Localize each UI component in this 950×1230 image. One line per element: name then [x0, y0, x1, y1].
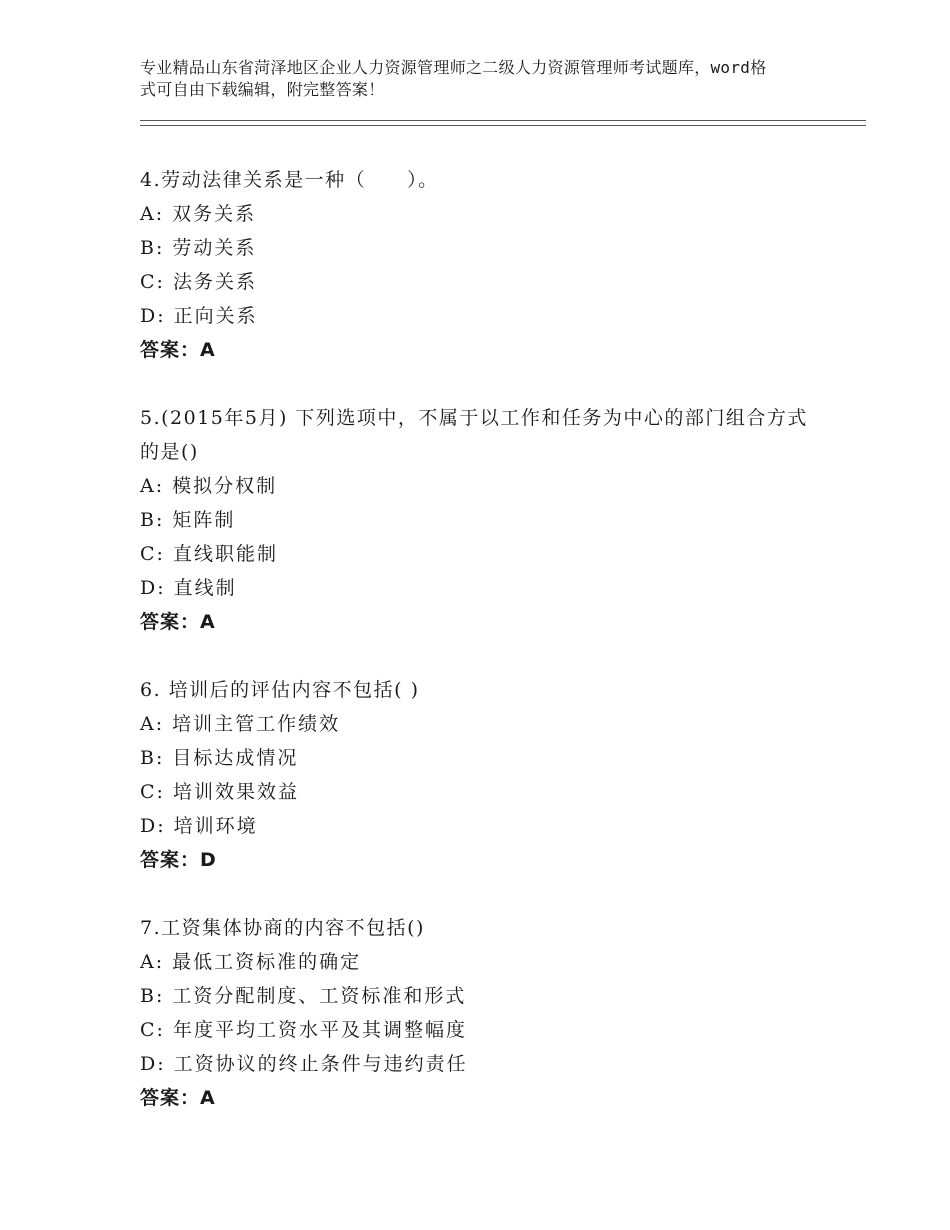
document-title: 专业精品山东省菏泽地区企业人力资源管理师之二级人力资源管理师考试题库，word格式可自由下载编辑，附完整答案！ [140, 58, 767, 99]
option-d: D: 培训环境 [140, 815, 258, 837]
document-header [140, 57, 780, 101]
option-a: A: 模拟分权制 [140, 475, 278, 497]
answer-line: 答案：A [140, 611, 216, 633]
question-5 [140, 401, 820, 639]
question-list [140, 163, 820, 1149]
answer-line: 答案：D [140, 849, 217, 871]
option-d: D: 直线制 [140, 577, 237, 599]
option-c: C: 法务关系 [140, 271, 257, 293]
option-b: B: 目标达成情况 [140, 747, 299, 769]
option-a: A: 双务关系 [140, 203, 257, 225]
option-b: B: 劳动关系 [140, 237, 257, 259]
option-b: B: 工资分配制度、工资标准和形式 [140, 985, 467, 1007]
question-stem: 6. 培训后的评估内容不包括( ) [140, 679, 420, 701]
option-c: C: 年度平均工资水平及其调整幅度 [140, 1019, 467, 1041]
header-double-rule [140, 120, 866, 126]
option-a: A: 培训主管工作绩效 [140, 713, 341, 735]
answer-line: 答案：A [140, 1087, 216, 1109]
option-d: D: 工资协议的终止条件与违约责任 [140, 1053, 468, 1075]
option-d: D: 正向关系 [140, 305, 258, 327]
question-stem: 7.工资集体协商的内容不包括() [140, 917, 425, 939]
question-stem: 5.(2015年5月) 下列选项中，不属于以工作和任务为中心的部门组合方式的是() [140, 407, 808, 463]
option-c: C: 直线职能制 [140, 543, 278, 565]
question-6 [140, 673, 820, 877]
question-7 [140, 911, 820, 1115]
question-stem: 4.劳动法律关系是一种（ ）。 [140, 169, 439, 191]
option-b: B: 矩阵制 [140, 509, 236, 531]
answer-line: 答案：A [140, 339, 216, 361]
option-a: A: 最低工资标准的确定 [140, 951, 362, 973]
option-c: C: 培训效果效益 [140, 781, 299, 803]
question-4 [140, 163, 820, 367]
